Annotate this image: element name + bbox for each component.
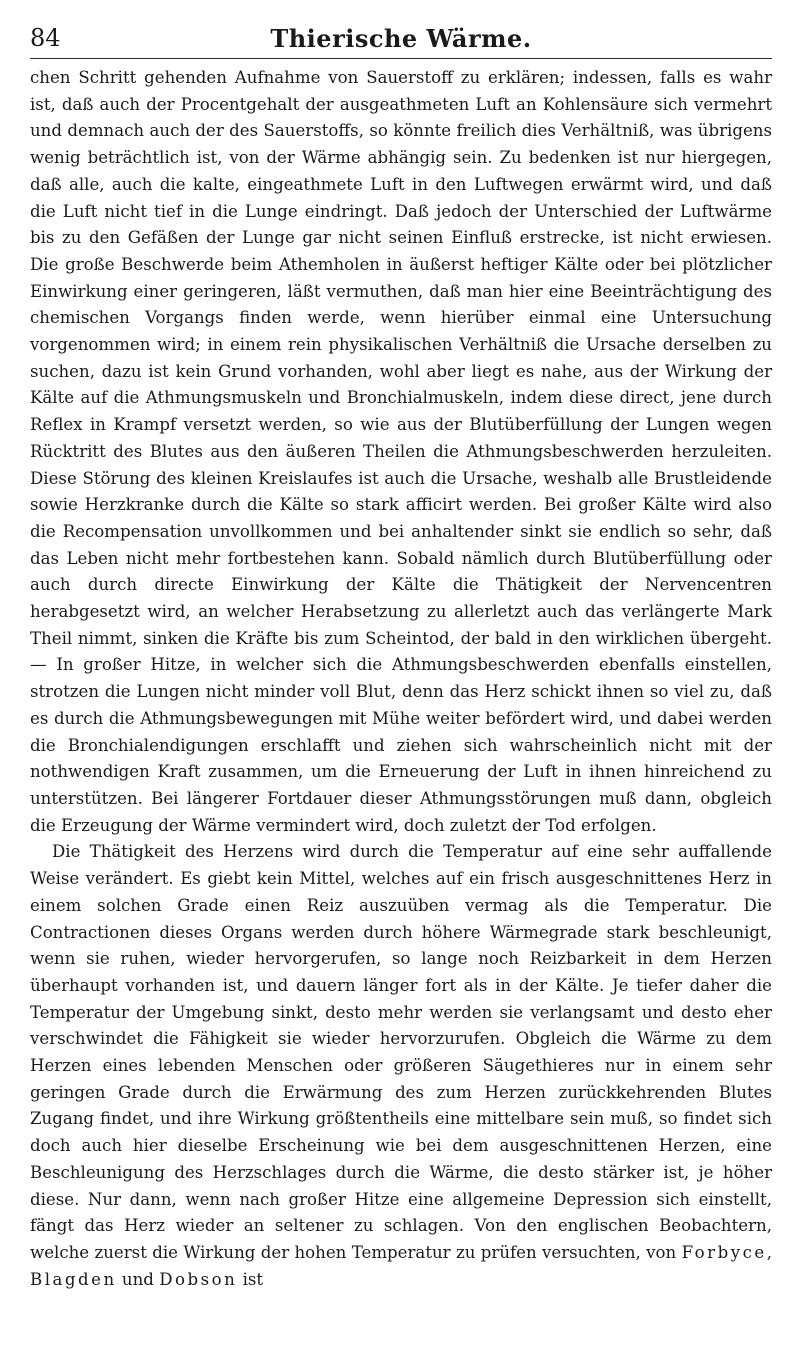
paragraph-2	[30, 839, 772, 1293]
running-title: Thierische Wärme.	[270, 24, 532, 53]
line-tail: ist	[237, 1269, 264, 1289]
author-name-dobson: Dobson	[159, 1269, 238, 1289]
paragraph-2-text: Die Thätigkeit des Herzens wird durch die Temperatur auf eine sehr auffallende Weise verändert. Es giebt kein Mittel, welches auf ein frisch ausgeschnittenes Herz in einem solchen Grade einen Reiz auszuüben vermag als die Temperatur. Die Contractionen dieses Organs werden durch höhere Wärmegrade stark beschleunigt, wenn sie ruhen, wieder hervorgerufen, so lange noch Reizbarkeit in dem Herzen überhaupt vorhanden ist, und dauern länger fort als in der Kälte. Je tiefer daher die Temperatur der Umgebung sinkt, desto mehr werden sie verlangsamt und desto eher verschwindet die Fähigkeit sie wieder hervorzurufen. Obgleich die Wärme zu dem Herzen eines lebenden Menschen oder größeren Säugethieres nur in einem sehr geringen Grade durch die Erwärmung des zum Herzen zurückkehrenden Blutes Zugang findet, und ihre Wirkung größtentheils eine mittelbare sein muß, so findet sich doch auch hier dieselbe Erscheinung wie bei dem ausgeschnittenen Herzen, eine Beschleunigung des Herzschlages durch die Wärme, die desto stärker ist, je höher diese. Nur dann, wenn nach großer Hitze eine allgemeine Depression sich einstellt, fängt das Herz wieder an seltener zu schlagen. Von den englischen Beobachtern, welche zuerst die Wirkung der hohen Temperatur zu prüfen versuchten, von	[30, 842, 772, 1262]
separator-1: ,	[766, 1242, 772, 1262]
author-name-forbyce: Forbyce	[681, 1242, 767, 1262]
page-number: 84	[30, 24, 61, 52]
separator-2: und	[116, 1269, 160, 1289]
body-text	[30, 65, 772, 1293]
author-name-blagden: Blagden	[30, 1269, 117, 1289]
paragraph-1: chen Schritt gehenden Aufnahme von Sauerstoff zu erklären; indessen, falls es wahr ist, daß auch der Procentgehalt der ausgeathmeten Luft an Kohlensäure sich vermehrt und demnach auch der des Sauerstoffs, so könnte freilich dies Verhältniß, was übrigens wenig beträchtlich ist, von der Wärme abhängig sein. Zu bedenken ist nur hiergegen, daß alle, auch die kalte, eingeathmete Luft in den Luftwegen erwärmt wird, und daß die Luft nicht tief in die Lunge eindringt. Daß jedoch der Unterschied der Luftwärme bis zu den Gefäßen der Lunge gar nicht seinen Einfluß erstrecke, ist nicht erwiesen. Die große Beschwerde beim Athemholen in äußerst heftiger Kälte oder bei plötzlicher Einwirkung einer geringeren, läßt vermuthen, daß man hier eine Beeinträchtigung des chemischen Vorgangs finden werde, wenn hierüber einmal eine Untersuchung vorgenommen wird; in einem rein physikalischen Verhältniß die Ursache derselben zu suchen, dazu ist kein Grund vorhanden, wohl aber liegt es nahe, aus der Wirkung der Kälte auf die Athmungsmuskeln und Bronchialmuskeln, indem diese direct, jene durch Reflex in Krampf versetzt werden, so wie aus der Blutüberfüllung der Lungen wegen Rücktritt des Blutes aus den äußeren Theilen die Athmungsbeschwerden herzuleiten. Diese Störung des kleinen Kreislaufes ist auch die Ursache, weshalb alle Brustleidende sowie Herzkranke durch die Kälte so stark afficirt werden. Bei großer Kälte wird also die Recompensation unvollkommen und bei anhaltender sinkt sie endlich so sehr, daß das Leben nicht mehr fortbestehen kann. Sobald nämlich durch Blutüberfüllung oder auch durch directe Einwirkung der Kälte die Thätigkeit der Nervencentren herabgesetzt wird, an welcher Herabsetzung zu allerletzt auch das verlängerte Mark Theil nimmt, sinken die Kräfte bis zum Scheintod, der bald in den wirklichen übergeht. — In großer Hitze, in welcher sich die Athmungsbeschwerden ebenfalls einstellen, strotzen die Lungen nicht minder voll Blut, denn das Herz schickt ihnen so viel zu, daß es durch die Athmungsbewegungen mit Mühe weiter befördert wird, und dabei werden die Bronchialendigungen erschlafft und ziehen sich wahrscheinlich nicht mit der nothwendigen Kraft zusammen, um die Erneuerung der Luft in ihnen hinreichend zu unterstützen. Bei längerer Fortdauer dieser Athmungsstörungen muß dann, obgleich die Erzeugung der Wärme vermindert wird, doch zuletzt der Tod erfolgen.	[30, 68, 772, 835]
page-header	[30, 20, 772, 59]
